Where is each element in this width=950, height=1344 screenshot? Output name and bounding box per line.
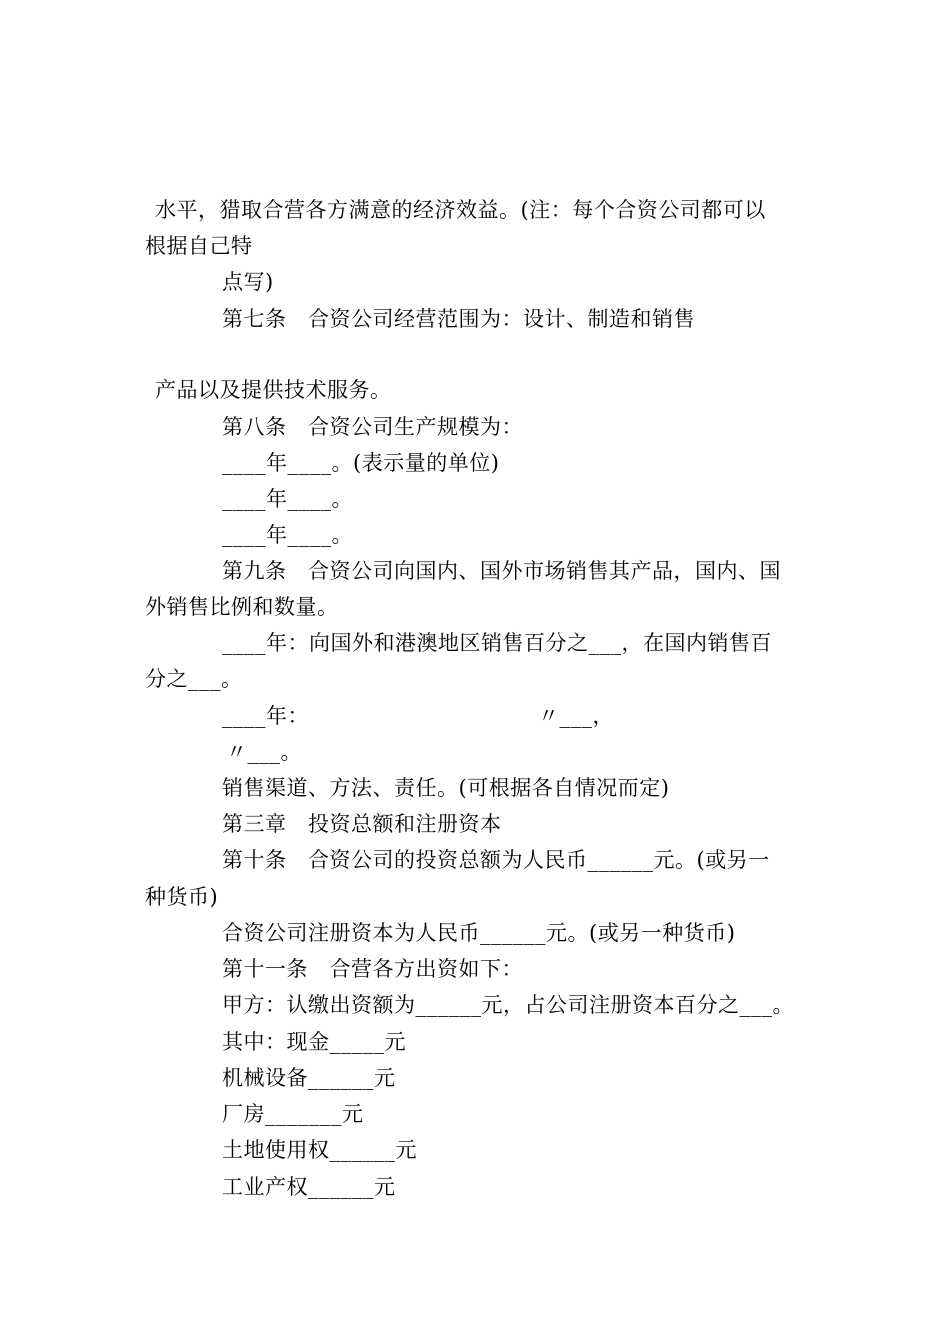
contribution-line: 厂房_______元: [222, 1102, 364, 1126]
article-8-heading: 第八条 合资公司生产规模为：: [222, 415, 523, 439]
article-9-heading: 第九条 合资公司向国内、国外市场销售其产品，国内、国: [222, 559, 781, 583]
text-line: 销售渠道、方法、责任。(可根据各自情况而定): [222, 776, 670, 800]
contribution-line: 土地使用权______元: [222, 1138, 417, 1162]
contribution-line: 工业产权______元: [222, 1175, 396, 1199]
text-line: 根据自己特: [145, 234, 253, 258]
blank-year-line: ____年____。(表示量的单位): [222, 451, 500, 475]
blank-year-line: ____年____。: [222, 487, 353, 511]
ditto-line: 〃___，: [538, 704, 614, 728]
article-10-heading: 第十条 合资公司的投资总额为人民币______元。(或另一: [222, 848, 770, 872]
text-line: 产品以及提供技术服务。: [155, 378, 392, 402]
text-line: 甲方：认缴出资额为______元，占公司注册资本百分之___。: [222, 993, 794, 1017]
text-line: 外销售比例和数量。: [145, 595, 339, 619]
blank-year-line: ____年____。: [222, 523, 353, 547]
article-7-heading: 第七条 合资公司经营范围为：设计、制造和销售: [222, 307, 695, 331]
text-line: ____年：向国外和港澳地区销售百分之___，在国内销售百: [222, 631, 772, 655]
contribution-line: 其中：现金_____元: [222, 1030, 406, 1054]
text-line: 合资公司注册资本为人民币______元。(或另一种货币): [222, 921, 736, 945]
chapter-3-heading: 第三章 投资总额和注册资本: [222, 812, 502, 836]
text-line: 点写): [222, 270, 274, 294]
article-11-heading: 第十一条 合营各方出资如下：: [222, 957, 523, 981]
text-line: 种货币): [145, 885, 219, 909]
ditto-line: 〃___。: [226, 740, 302, 764]
contribution-line: 机械设备______元: [222, 1066, 396, 1090]
text-line: 分之___。: [145, 667, 243, 691]
text-line: 水平，猎取合营各方满意的经济效益。(注：每个合资公司都可以: [155, 198, 766, 222]
blank-year-line: ____年：: [222, 704, 309, 728]
